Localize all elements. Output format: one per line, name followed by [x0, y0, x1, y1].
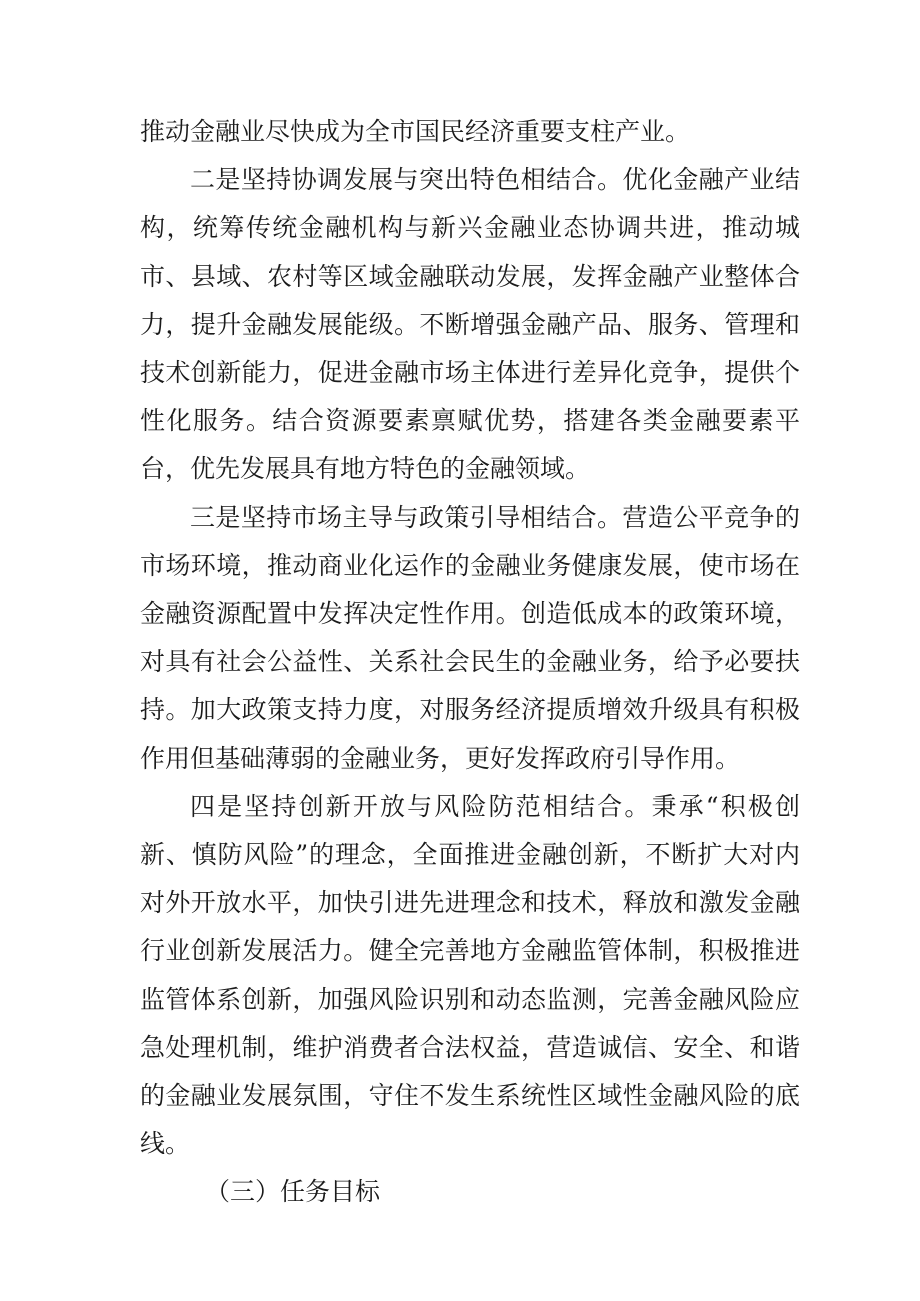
paragraph-innovation-risk: 四是坚持创新开放与风险防范相结合。秉承“积极创新、慎防风险”的理念，全面推进金融创新，不断扩大对内对外开放水平，加快引进先进理念和技术，释放和激发金融行业创新发展活力。健全完善地方金融监管体制，积极推进监管体系创新，加强风险识别和动态监测，完善金融风险应急处理机制，维护消费者合法权益，营造诚信、安全、和谐的金融业发展氛围，守住不发生系统性区域性金融风险的底线。	[140, 791, 800, 1159]
section-heading: （三）任务目标	[205, 1177, 381, 1207]
paragraph-continuation: 推动金融业尽快成为全市国民经济重要支柱产业。	[140, 117, 691, 146]
document-body	[140, 108, 800, 1217]
paragraph-market-policy: 三是坚持市场主导与政策引导相结合。营造公平竞争的市场环境，推动商业化运作的金融业务健康发展，使市场在金融资源配置中发挥决定性作用。创造低成本的政策环境，对具有社会公益性、关系社会民生的金融业务，给予必要扶持。加大政策支持力度，对服务经济提质增效升级具有积极作用但基础薄弱的金融业务，更好发挥政府引导作用。	[140, 502, 800, 773]
paragraph-coordination: 二是坚持协调发展与突出特色相结合。优化金融产业结构，统筹传统金融机构与新兴金融业态协调共进，推动城市、县域、农村等区域金融联动发展，发挥金融产业整体合力，提升金融发展能级。不断增强金融产品、服务、管理和技术创新能力，促进金融市场主体进行差异化竞争，提供个性化服务。结合资源要素禀赋优势，搭建各类金融要素平台，优先发展具有地方特色的金融领域。	[140, 165, 800, 484]
